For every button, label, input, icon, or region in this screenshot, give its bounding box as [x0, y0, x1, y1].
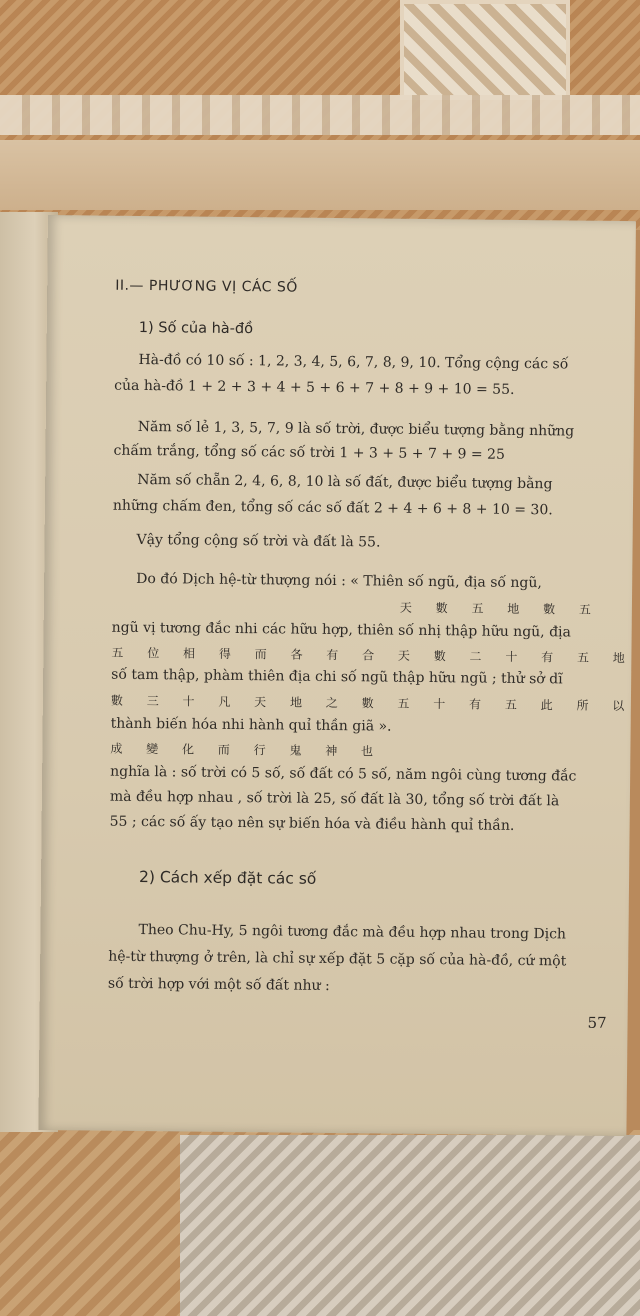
section-title: II.— PHƯƠNG VỊ CÁC SỐ: [115, 277, 298, 296]
quote-line-4: thành biến hóa nhi hành quỉ thần giã ».: [110, 715, 392, 735]
subsection-title-1: 1) Số của hà-đồ: [138, 319, 254, 338]
tile-background-bottom: [180, 1135, 640, 1316]
page-number: 57: [587, 1013, 607, 1032]
paragraph-4: Vậy tổng cộng số trời và đất là 55.: [136, 531, 381, 551]
paragraph-7-line-1: Theo Chu-Hy, 5 ngôi tương đắc mà đều hợp nhau trong Dịch: [138, 921, 567, 943]
paragraph-7-line-3: số trời hợp với một số đất như :: [107, 975, 330, 994]
book-page: [38, 215, 636, 1136]
meaning-line-3: 55 ; các số ấy tạo nên sự biến hóa và điều hành quỉ thần.: [109, 813, 515, 834]
meaning-line-2: mà đều hợp nhau , số trời là 25, số đất là 30, tổng số trời đất là: [109, 788, 560, 810]
paragraph-1-line-1: Hà-đồ có 10 số : 1, 2, 3, 4, 5, 6, 7, 8, 9, 10. Tổng cộng các số: [138, 351, 569, 373]
quote-line-1: Do đó Dịch hệ-từ thượng nói : « Thiên số ngũ, địa số ngũ,: [136, 570, 542, 592]
tile-border-band: [0, 95, 640, 135]
quote-line-2: ngũ vị tương đắc nhi các hữu hợp, thiên số nhị thập hữu ngũ, địa: [111, 619, 571, 641]
paragraph-1-line-2: của hà-đồ 1 + 2 + 3 + 4 + 5 + 6 + 7 + 8 + 9 + 10 = 55.: [114, 377, 515, 398]
paragraph-3-line-1: Năm số chẵn 2, 4, 6, 8, 10 là số đất, được biểu tượng bằng: [137, 471, 553, 493]
meaning-line-1: nghĩa là : số trời có 5 số, số đất có 5 số, năm ngôi cùng tương đắc: [110, 763, 577, 785]
paragraph-2-line-1: Năm số lẻ 1, 3, 5, 7, 9 là số trời, được biểu tượng bằng những: [137, 418, 575, 440]
tile-floral-band: [0, 140, 640, 210]
quote-han-line-4: 成 變 化 而 行 鬼 神 也: [110, 741, 384, 759]
tile-pattern: [400, 0, 570, 100]
quote-han-line-2: 五 位 相 得 而 各 有 合 天 數 二 十 有 五 地: [111, 645, 635, 666]
quote-line-3: số tam thập, phàm thiên địa chi số ngũ thập hữu ngũ ; thử sở dĩ: [111, 666, 563, 688]
paragraph-7-line-2: hệ-từ thượng ở trên, là chỉ sự xếp đặt 5 cặp số của hà-đồ, cứ một: [108, 948, 567, 970]
quote-han-line-1: 天 數 五 地 數 五: [399, 600, 602, 617]
quote-han-line-3: 數 三 十 凡 天 地 之 數 五 十 有 五 此 所 以: [110, 693, 635, 714]
paragraph-2-line-2: chấm trắng, tổng số các số trời 1 + 3 + 5 + 7 + 9 = 25: [113, 442, 505, 463]
subsection-title-2: 2) Cách xếp đặt các số: [138, 867, 317, 888]
paragraph-3-line-2: những chấm đen, tổng số các số đất 2 + 4 + 6 + 8 + 10 = 30.: [112, 497, 553, 519]
